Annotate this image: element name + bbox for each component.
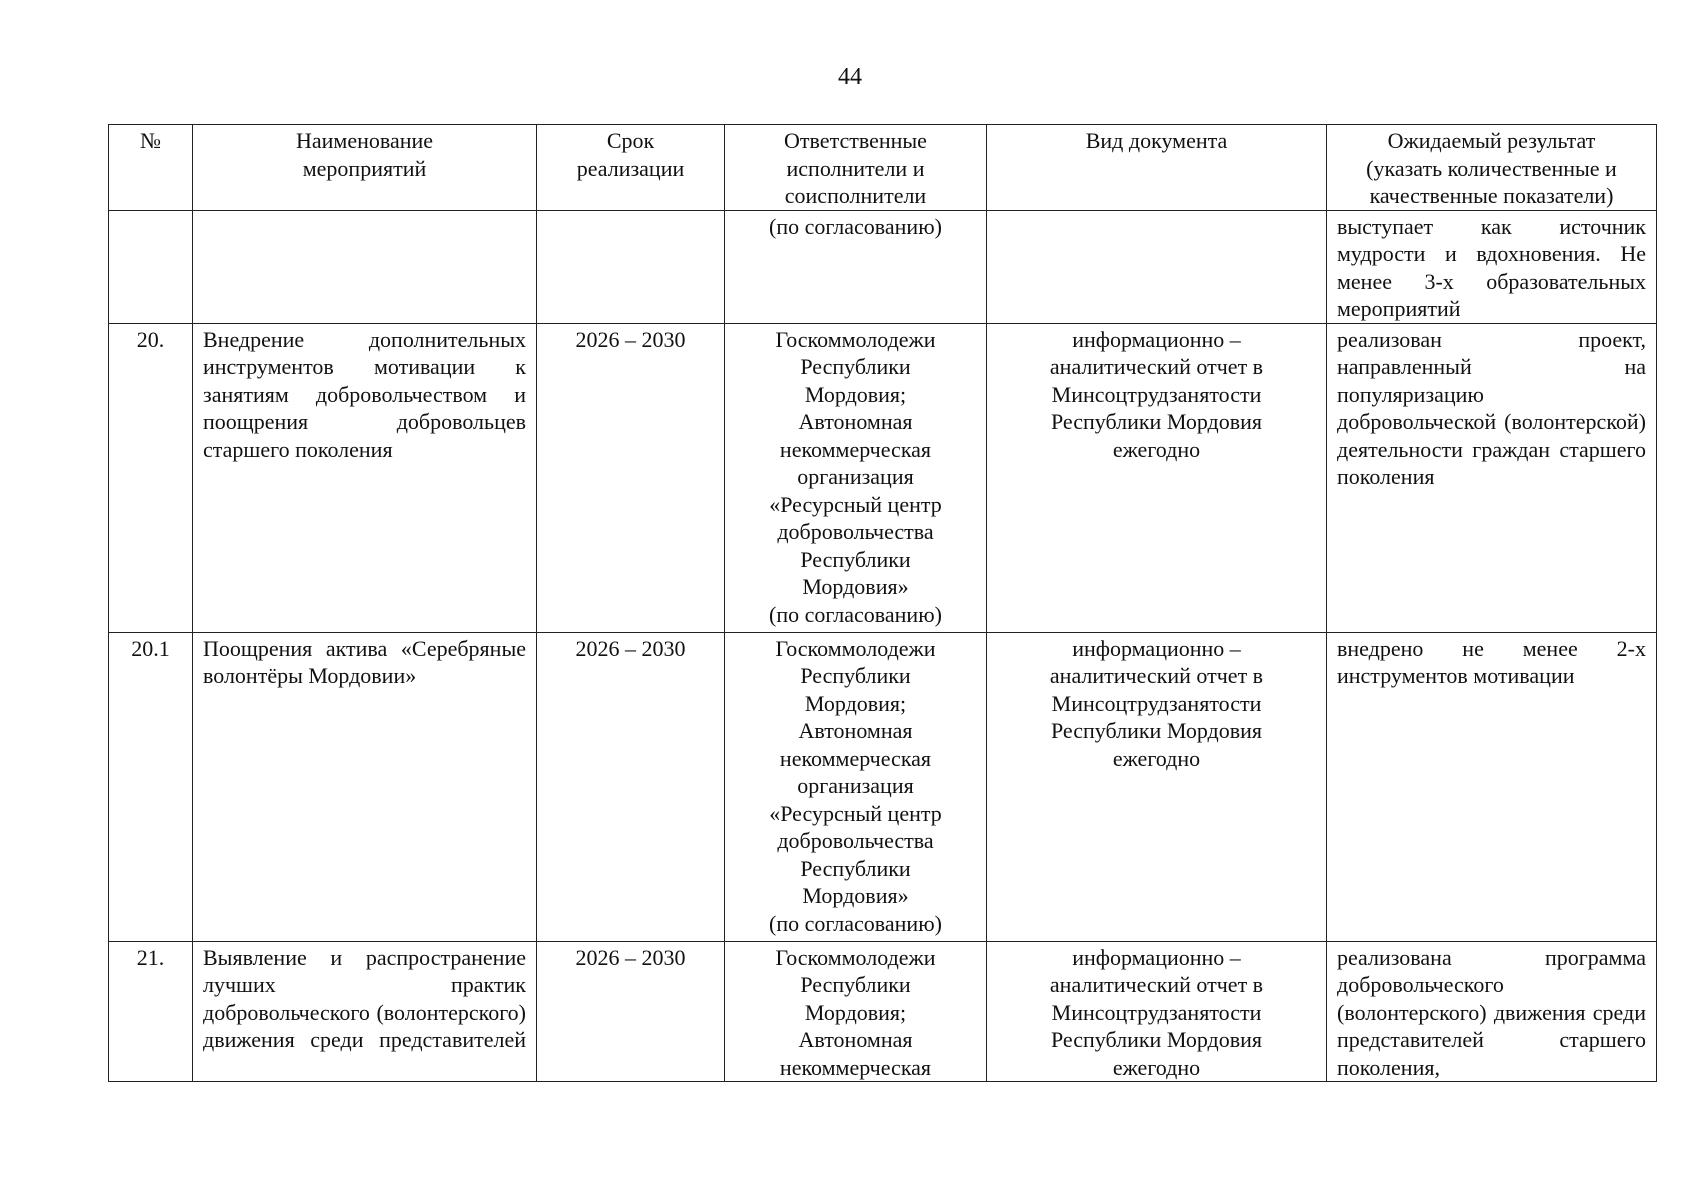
cell-name: Поощрения актива «Серебряные волонтёры Мордовии» — [193, 632, 537, 941]
cell-term: 2026 – 2030 — [537, 941, 725, 1082]
header-name: Наименование мероприятий — [193, 125, 537, 211]
page-number: 44 — [838, 64, 862, 90]
cell-responsible: Госкоммолодежи Республики Мордовия; Автономная некоммерческая организация «Ресурсный центр добровольчества Республики Мордовия» (по согласованию) — [725, 323, 987, 632]
header-result: Ожидаемый результат (указать количественные и качественные показатели) — [1327, 125, 1657, 211]
header-doc-type: Вид документа — [987, 125, 1327, 211]
header-responsible: Ответственные исполнители и соисполнители — [725, 125, 987, 211]
cell-responsible: (по согласованию) — [725, 210, 987, 323]
cell-term: 2026 – 2030 — [537, 632, 725, 941]
cell-num: 20.1 — [109, 632, 193, 941]
cell-doc-type: информационно – аналитический отчет в Минсоцтрудзанятости Республики Мордовия ежегодно — [987, 323, 1327, 632]
cell-doc-type: информационно – аналитический отчет в Минсоцтрудзанятости Республики Мордовия ежегодно — [987, 632, 1327, 941]
cell-responsible: Госкоммолодежи Республики Мордовия; Автономная некоммерческая организация «Ресурсный центр добровольчества Республики Мордовия» (по согласованию) — [725, 632, 987, 941]
cell-doc-type: информационно – аналитический отчет в Минсоцтрудзанятости Республики Мордовия ежегодно — [987, 941, 1327, 1082]
table-row — [109, 632, 1657, 941]
cell-name: Выявление и распространение лучших практик добровольческого (волонтерского) движения среди представителей — [193, 941, 537, 1082]
header-term: Срок реализации — [537, 125, 725, 211]
cell-name — [193, 210, 537, 323]
cell-term: 2026 – 2030 — [537, 323, 725, 632]
cell-doc-type — [987, 210, 1327, 323]
measures-table — [108, 124, 1657, 1082]
cell-term — [537, 210, 725, 323]
cell-name: Внедрение дополнительных инструментов мотивации к занятиям добровольчеством и поощрения добровольцев старшего поколения — [193, 323, 537, 632]
table-row — [109, 323, 1657, 632]
cell-result: реализована программа добровольческого (волонтерского) движения среди представителей старшего поколения, — [1327, 941, 1657, 1082]
cell-num — [109, 210, 193, 323]
cell-result: реализован проект, направленный на популяризацию добровольческой (волонтерской) деятельности граждан старшего поколения — [1327, 323, 1657, 632]
table-header-row — [109, 125, 1657, 211]
cell-result: внедрено не менее 2-х инструментов мотивации — [1327, 632, 1657, 941]
cell-responsible: Госкоммолодежи Республики Мордовия; Автономная некоммерческая — [725, 941, 987, 1082]
cell-result: выступает как источник мудрости и вдохновения. Не менее 3-х образовательных мероприятий — [1327, 210, 1657, 323]
header-num: № — [109, 125, 193, 211]
table-row — [109, 210, 1657, 323]
cell-num: 20. — [109, 323, 193, 632]
table-row — [109, 941, 1657, 1082]
cell-num: 21. — [109, 941, 193, 1082]
